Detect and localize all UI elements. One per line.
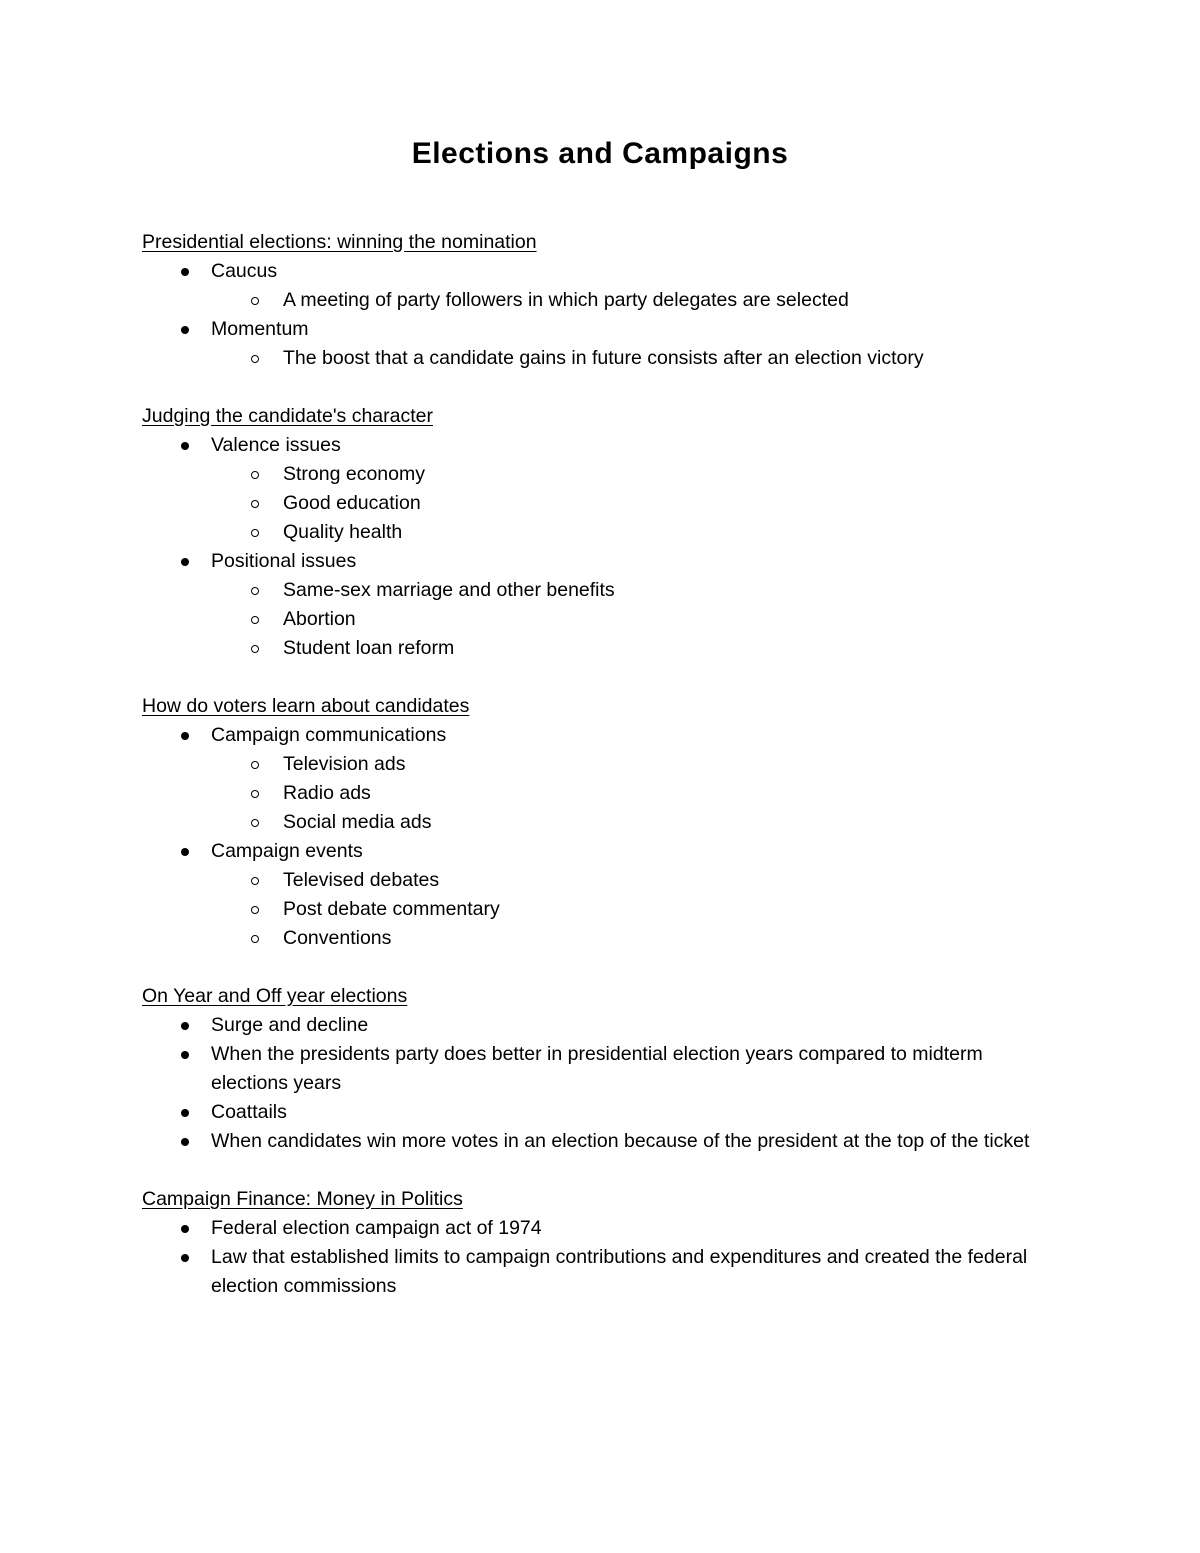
circle-bullet-icon: [251, 819, 259, 827]
disc-bullet-icon: [181, 1022, 189, 1030]
bullet-item: [142, 721, 1058, 750]
sub-bullet-item: [142, 460, 1058, 489]
disc-bullet-icon: [181, 848, 189, 856]
sub-bullet-item: [142, 866, 1058, 895]
bullet-item-text: Television ads: [283, 753, 406, 775]
bullet-item: [142, 1098, 1058, 1127]
disc-bullet-icon: [181, 1225, 189, 1233]
sub-bullet-item: [142, 605, 1058, 634]
document-title: Elections and Campaigns: [411, 137, 789, 170]
section-heading: Presidential elections: winning the nomination: [142, 231, 537, 253]
bullet-item-text: Caucus: [211, 260, 278, 282]
bullet-item: [142, 837, 1058, 866]
bullet-item: [142, 1040, 1058, 1098]
sub-bullet-item: [142, 924, 1058, 953]
document-sections: [142, 228, 1058, 1301]
bullet-item-text: Student loan reform: [283, 637, 455, 659]
circle-bullet-icon: [251, 906, 259, 914]
circle-bullet-icon: [251, 935, 259, 943]
bullet-item: [142, 315, 1058, 344]
bullet-item-text: Social media ads: [283, 811, 432, 833]
bullet-item-text: Law that established limits to campaign contributions and expenditures and created the federal election commissions: [211, 1246, 1028, 1297]
bullet-item-text: Campaign events: [211, 840, 363, 862]
bullet-item-text: Televised debates: [283, 869, 440, 891]
section: [142, 228, 1058, 373]
bullet-item-text: Momentum: [211, 318, 309, 340]
section-heading: On Year and Off year elections: [142, 985, 408, 1007]
sub-bullet-item: [142, 344, 1058, 373]
disc-bullet-icon: [181, 268, 189, 276]
circle-bullet-icon: [251, 500, 259, 508]
circle-bullet-icon: [251, 587, 259, 595]
bullet-item-text: Abortion: [283, 608, 356, 630]
bullet-item: [142, 257, 1058, 286]
bullet-item-text: Federal election campaign act of 1974: [211, 1217, 542, 1239]
sub-bullet-item: [142, 576, 1058, 605]
circle-bullet-icon: [251, 877, 259, 885]
sub-bullet-item: [142, 518, 1058, 547]
sub-bullet-item: [142, 808, 1058, 837]
bullet-item-text: The boost that a candidate gains in future consists after an election victory: [283, 347, 924, 369]
sub-bullet-item: [142, 750, 1058, 779]
disc-bullet-icon: [181, 1254, 189, 1262]
sub-bullet-item: [142, 634, 1058, 663]
sub-bullet-item: [142, 489, 1058, 518]
bullet-item-text: Radio ads: [283, 782, 371, 804]
bullet-item: [142, 1243, 1058, 1301]
section-heading: Judging the candidate's character: [142, 405, 433, 427]
section: [142, 692, 1058, 953]
bullet-item-text: Positional issues: [211, 550, 357, 572]
bullet-item: [142, 547, 1058, 576]
bullet-item-text: Quality health: [283, 521, 403, 543]
bullet-item-text: Post debate commentary: [283, 898, 500, 920]
circle-bullet-icon: [251, 761, 259, 769]
sub-bullet-item: [142, 895, 1058, 924]
circle-bullet-icon: [251, 471, 259, 479]
circle-bullet-icon: [251, 529, 259, 537]
bullet-item: [142, 1011, 1058, 1040]
disc-bullet-icon: [181, 1109, 189, 1117]
disc-bullet-icon: [181, 442, 189, 450]
disc-bullet-icon: [181, 326, 189, 334]
section-heading: How do voters learn about candidates: [142, 695, 470, 717]
bullet-item-text: When the presidents party does better in presidential election years compared to midterm elections years: [211, 1043, 983, 1094]
circle-bullet-icon: [251, 297, 259, 305]
disc-bullet-icon: [181, 1138, 189, 1146]
circle-bullet-icon: [251, 355, 259, 363]
bullet-item-text: A meeting of party followers in which party delegates are selected: [283, 289, 849, 311]
circle-bullet-icon: [251, 790, 259, 798]
bullet-item-text: Campaign communications: [211, 724, 447, 746]
bullet-item: [142, 1214, 1058, 1243]
circle-bullet-icon: [251, 645, 259, 653]
bullet-item: [142, 1127, 1058, 1156]
bullet-item-text: When candidates win more votes in an election because of the president at the top of the ticket: [211, 1130, 1030, 1152]
bullet-item-text: Coattails: [211, 1101, 287, 1123]
sub-bullet-item: [142, 286, 1058, 315]
bullet-item-text: Strong economy: [283, 463, 425, 485]
section: [142, 982, 1058, 1156]
bullet-item-text: Valence issues: [211, 434, 341, 456]
section: [142, 402, 1058, 663]
bullet-item-text: Same-sex marriage and other benefits: [283, 579, 615, 601]
bullet-item-text: Surge and decline: [211, 1014, 369, 1036]
disc-bullet-icon: [181, 1051, 189, 1059]
sub-bullet-item: [142, 779, 1058, 808]
bullet-item: [142, 431, 1058, 460]
section: [142, 1185, 1058, 1301]
bullet-item-text: Conventions: [283, 927, 392, 949]
bullet-item-text: Good education: [283, 492, 421, 514]
disc-bullet-icon: [181, 558, 189, 566]
disc-bullet-icon: [181, 732, 189, 740]
document-content: [142, 0, 1058, 1301]
circle-bullet-icon: [251, 616, 259, 624]
section-heading: Campaign Finance: Money in Politics: [142, 1188, 463, 1210]
